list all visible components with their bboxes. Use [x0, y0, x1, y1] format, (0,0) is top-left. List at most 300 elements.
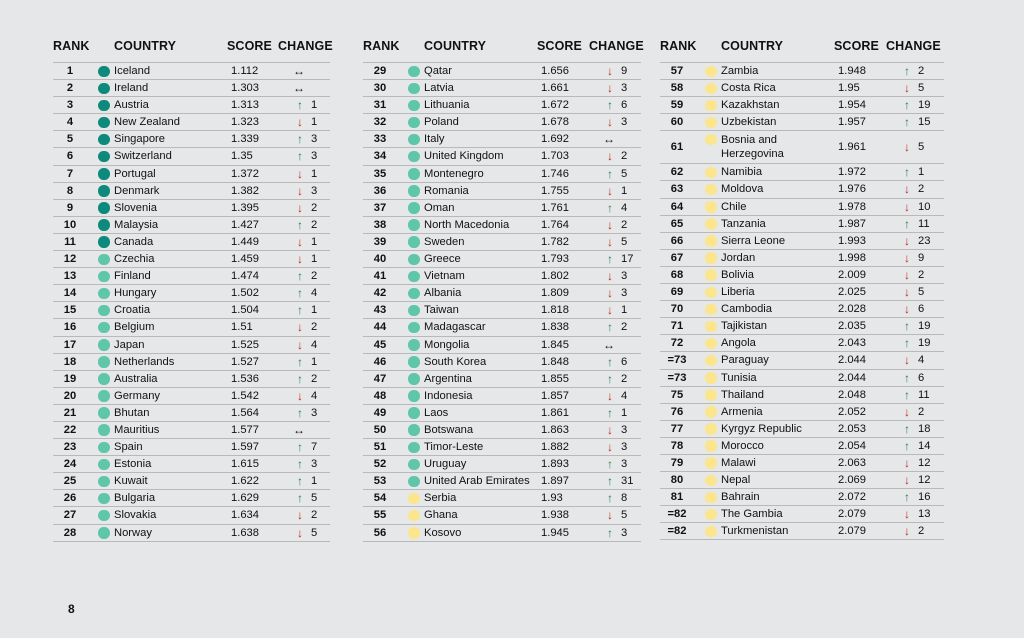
change-cell: 2	[311, 270, 318, 283]
score-cell: 1.564	[231, 406, 259, 419]
arrow-up-icon: ↑	[297, 440, 303, 455]
change-header: CHANGE	[886, 39, 941, 53]
change-cell: 17	[621, 253, 634, 266]
score-category-dot-icon	[705, 457, 717, 469]
arrow-down-icon: ↓	[297, 234, 303, 249]
rank-cell: 24	[63, 458, 77, 471]
arrow-up-icon: ↑	[607, 320, 613, 335]
score-header: SCORE	[834, 39, 879, 53]
table-row	[53, 200, 330, 217]
country-cell: Czechia	[114, 253, 155, 266]
table-row	[53, 80, 330, 97]
score-category-dot-icon	[98, 459, 110, 471]
arrow-up-icon: ↑	[904, 64, 910, 78]
score-cell: 1.577	[231, 423, 259, 436]
country-cell: Paraguay	[721, 354, 769, 367]
score-cell: 1.661	[541, 82, 569, 95]
score-category-dot-icon	[98, 339, 110, 351]
country-cell: Montenegro	[424, 167, 484, 180]
change-cell: 23	[918, 234, 931, 247]
rank-cell: 78	[670, 439, 684, 452]
rank-cell: 5	[66, 133, 74, 146]
arrow-down-icon: ↓	[607, 234, 613, 249]
score-cell: 1.954	[838, 99, 866, 112]
change-cell: 1	[311, 304, 318, 317]
change-cell: 13	[918, 508, 931, 521]
score-cell: 1.51	[231, 321, 253, 334]
country-cell: Taiwan	[424, 304, 459, 317]
change-cell: 5	[918, 286, 925, 299]
score-category-dot-icon	[408, 305, 420, 317]
table-row	[363, 80, 641, 97]
score-cell: 2.044	[838, 354, 866, 367]
rank-cell: 77	[670, 422, 684, 435]
score-category-dot-icon	[705, 167, 717, 179]
change-cell: 2	[311, 218, 318, 231]
arrow-up-icon: ↑	[607, 525, 613, 540]
score-category-dot-icon	[705, 389, 717, 401]
score-cell: 1.597	[231, 441, 259, 454]
rank-cell: 64	[670, 200, 684, 213]
score-cell: 2.035	[838, 320, 866, 333]
score-header: SCORE	[537, 39, 582, 53]
change-cell: 9	[918, 251, 925, 264]
score-category-dot-icon	[98, 493, 110, 505]
rank-cell: 66	[670, 234, 684, 247]
rank-cell: =82	[667, 525, 687, 538]
table-row	[660, 181, 944, 198]
table-row	[363, 473, 641, 490]
country-cell: Uzbekistan	[721, 116, 777, 129]
change-cell: 1	[918, 166, 925, 179]
country-cell: Sierra Leone	[721, 234, 786, 247]
table-row	[363, 371, 641, 388]
arrow-left-right-icon: ↔	[603, 337, 615, 352]
arrow-up-icon: ↑	[297, 457, 303, 472]
score-category-dot-icon	[705, 117, 717, 129]
arrow-up-icon: ↑	[904, 438, 910, 453]
arrow-up-icon: ↑	[297, 371, 303, 386]
country-cell: Angola	[721, 337, 756, 350]
change-cell: 2	[918, 525, 925, 538]
score-cell: 1.818	[541, 304, 569, 317]
arrow-up-icon: ↑	[904, 387, 910, 402]
change-cell: 2	[311, 372, 318, 385]
arrow-down-icon: ↓	[904, 524, 910, 539]
change-cell: 3	[621, 458, 628, 471]
score-category-dot-icon	[705, 218, 717, 230]
rank-cell: 48	[373, 389, 387, 402]
change-cell: 4	[311, 287, 318, 300]
arrow-up-icon: ↑	[297, 474, 303, 489]
rank-cell: 47	[373, 372, 387, 385]
score-category-dot-icon	[705, 235, 717, 247]
score-cell: 1.957	[838, 116, 866, 129]
arrow-up-icon: ↑	[607, 200, 613, 215]
score-category-dot-icon	[408, 134, 420, 146]
table-row	[53, 473, 330, 490]
score-category-dot-icon	[705, 66, 717, 78]
table-row	[53, 234, 330, 251]
country-cell: Finland	[114, 270, 151, 283]
change-cell: 6	[621, 99, 628, 112]
country-cell: Namibia	[721, 166, 763, 179]
ranking-column-2	[363, 38, 644, 542]
score-cell: 1.536	[231, 372, 259, 385]
score-category-dot-icon	[408, 271, 420, 283]
score-cell: 1.656	[541, 65, 569, 77]
change-cell: 11	[918, 388, 930, 401]
change-cell: 3	[311, 133, 318, 146]
score-cell: 2.044	[838, 371, 866, 384]
change-cell: 1	[621, 406, 628, 419]
score-cell: 1.802	[541, 270, 569, 283]
change-cell: 3	[621, 287, 628, 300]
score-category-dot-icon	[98, 271, 110, 283]
score-cell: 1.976	[838, 183, 866, 196]
table-row	[660, 284, 944, 301]
table-row	[53, 166, 330, 183]
score-category-dot-icon	[98, 236, 110, 248]
score-category-dot-icon	[408, 117, 420, 129]
score-category-dot-icon	[705, 338, 717, 350]
change-cell: 11	[918, 217, 930, 230]
score-cell: 1.703	[541, 150, 569, 163]
arrow-up-icon: ↑	[904, 336, 910, 351]
score-cell: 1.525	[231, 338, 259, 351]
score-category-dot-icon	[705, 321, 717, 333]
arrow-down-icon: ↓	[297, 166, 303, 181]
country-cell: Estonia	[114, 458, 152, 471]
score-category-dot-icon	[98, 288, 110, 300]
rank-cell: 23	[63, 441, 77, 454]
score-category-dot-icon	[408, 356, 420, 368]
score-cell: 2.072	[838, 491, 866, 504]
rank-cell: 56	[373, 526, 387, 539]
rank-cell: 7	[66, 167, 74, 180]
score-cell: 1.95	[838, 82, 860, 95]
change-cell: 1	[311, 167, 318, 180]
arrow-up-icon: ↑	[904, 216, 910, 231]
change-cell: 2	[621, 321, 628, 334]
change-cell: 5	[621, 509, 628, 522]
arrow-down-icon: ↓	[607, 508, 613, 523]
score-cell: 1.323	[231, 116, 259, 129]
score-cell: 1.882	[541, 441, 569, 454]
country-cell: Kyrgyz Republic	[721, 422, 802, 435]
rank-cell: =73	[667, 371, 687, 384]
arrow-down-icon: ↓	[904, 302, 910, 317]
arrow-left-right-icon: ↔	[293, 81, 305, 96]
score-category-dot-icon	[98, 476, 110, 488]
country-cell: Sweden	[424, 235, 465, 248]
score-category-dot-icon	[98, 407, 110, 419]
table-row	[660, 318, 944, 335]
country-cell: Bhutan	[114, 406, 150, 419]
rank-cell: 15	[63, 304, 77, 317]
table-row	[53, 285, 330, 302]
change-cell: 3	[311, 184, 318, 197]
score-category-dot-icon	[408, 373, 420, 385]
score-cell: 1.449	[231, 235, 259, 248]
table-row	[363, 439, 641, 456]
table-row	[53, 388, 330, 405]
table-row	[53, 490, 330, 507]
change-cell: 4	[311, 389, 318, 402]
arrow-down-icon: ↓	[904, 267, 910, 282]
score-cell: 1.629	[231, 492, 259, 505]
table-row	[53, 148, 330, 165]
score-category-dot-icon	[408, 424, 420, 436]
country-cell: Mongolia	[424, 338, 470, 351]
table-row	[53, 114, 330, 131]
rank-cell: 12	[63, 253, 77, 266]
arrow-down-icon: ↓	[297, 525, 303, 540]
country-cell: Serbia	[424, 492, 457, 505]
table-row	[660, 267, 944, 284]
country-cell: Denmark	[114, 184, 160, 197]
country-cell: Austria	[114, 99, 149, 112]
table-row	[660, 352, 944, 369]
country-cell: Tanzania	[721, 217, 766, 230]
score-cell: 1.845	[541, 338, 569, 351]
score-cell: 1.761	[541, 201, 569, 214]
arrow-up-icon: ↑	[607, 166, 613, 181]
score-category-dot-icon	[705, 134, 717, 146]
country-cell: Canada	[114, 235, 154, 248]
arrow-up-icon: ↑	[297, 217, 303, 232]
rank-cell: 20	[63, 389, 77, 402]
rank-cell: 67	[670, 251, 684, 264]
country-cell: Lithuania	[424, 99, 470, 112]
score-category-dot-icon	[705, 100, 717, 112]
country-cell: Moldova	[721, 183, 764, 196]
arrow-up-icon: ↑	[904, 370, 910, 385]
column-header	[363, 38, 644, 62]
rank-cell: 28	[63, 526, 77, 539]
score-cell: 2.063	[838, 456, 866, 469]
country-cell: Ireland	[114, 82, 149, 95]
score-category-dot-icon	[408, 459, 420, 471]
country-cell: Malaysia	[114, 218, 159, 231]
change-cell: 3	[311, 458, 318, 471]
arrow-down-icon: ↓	[607, 269, 613, 284]
table-row	[53, 422, 330, 439]
arrow-down-icon: ↓	[607, 64, 613, 78]
rank-cell: 51	[373, 441, 387, 454]
score-category-dot-icon	[705, 475, 717, 487]
score-cell: 2.079	[838, 525, 866, 538]
arrow-down-icon: ↓	[904, 250, 910, 265]
table-row	[53, 456, 330, 473]
country-cell: Japan	[114, 338, 145, 351]
table-row	[363, 131, 641, 148]
country-cell: Singapore	[114, 133, 166, 146]
change-cell: 3	[621, 270, 628, 283]
arrow-down-icon: ↓	[904, 233, 910, 248]
change-cell: 2	[918, 405, 925, 418]
arrow-left-right-icon: ↔	[603, 132, 615, 147]
arrow-down-icon: ↓	[904, 285, 910, 300]
table-row	[363, 183, 641, 200]
score-category-dot-icon	[408, 527, 420, 539]
country-cell: Botswana	[424, 423, 474, 436]
arrow-up-icon: ↑	[297, 269, 303, 284]
arrow-up-icon: ↑	[607, 371, 613, 386]
arrow-down-icon: ↓	[904, 473, 910, 488]
change-cell: 12	[918, 456, 931, 469]
rank-cell: 60	[670, 116, 684, 129]
rank-cell: 72	[670, 337, 684, 350]
score-cell: 1.838	[541, 321, 569, 334]
country-cell: Iceland	[114, 65, 151, 77]
score-category-dot-icon	[408, 510, 420, 522]
table-row	[363, 217, 641, 234]
country-cell: United Kingdom	[424, 150, 504, 163]
page-number: 8	[68, 602, 75, 616]
table-row	[363, 507, 641, 524]
score-category-dot-icon	[98, 510, 110, 522]
country-cell: Croatia	[114, 304, 151, 317]
score-category-dot-icon	[98, 373, 110, 385]
arrow-down-icon: ↓	[297, 508, 303, 523]
change-cell: 2	[918, 183, 925, 196]
country-cell: Netherlands	[114, 355, 175, 368]
country-cell: New Zealand	[114, 116, 180, 129]
table-row	[363, 525, 641, 542]
score-category-dot-icon	[705, 355, 717, 367]
rank-cell: =82	[667, 508, 687, 521]
score-category-dot-icon	[705, 184, 717, 196]
score-cell: 1.672	[541, 99, 569, 112]
change-cell: 5	[311, 526, 318, 539]
table-row	[53, 183, 330, 200]
ranking-column-1	[53, 38, 333, 542]
table-row	[660, 233, 944, 250]
change-cell: 2	[918, 268, 925, 281]
rank-cell: =73	[667, 354, 687, 367]
score-category-dot-icon	[408, 288, 420, 300]
country-cell: North Macedonia	[424, 218, 510, 231]
score-cell: 1.339	[231, 133, 259, 146]
country-cell: Bulgaria	[114, 492, 156, 505]
arrow-down-icon: ↓	[297, 320, 303, 335]
country-cell: Australia	[114, 372, 158, 385]
table-row	[53, 525, 330, 542]
score-cell: 2.053	[838, 422, 866, 435]
arrow-up-icon: ↑	[297, 405, 303, 420]
score-category-dot-icon	[705, 423, 717, 435]
rank-cell: 44	[373, 321, 387, 334]
rank-cell: 13	[63, 270, 77, 283]
country-cell: Romania	[424, 184, 469, 197]
score-cell: 1.855	[541, 372, 569, 385]
rank-cell: 49	[373, 406, 387, 419]
table-row	[53, 439, 330, 456]
table-row	[363, 285, 641, 302]
change-cell: 1	[311, 355, 318, 368]
rank-cell: 61	[670, 141, 684, 154]
rank-cell: 34	[373, 150, 387, 163]
change-cell: 3	[311, 150, 318, 163]
change-cell: 3	[621, 441, 628, 454]
country-header: COUNTRY	[424, 39, 487, 53]
country-cell: Oman	[424, 201, 455, 214]
table-row	[363, 388, 641, 405]
rank-cell: 30	[373, 82, 387, 95]
score-cell: 2.043	[838, 337, 866, 350]
score-category-dot-icon	[705, 526, 717, 538]
score-cell: 2.069	[838, 474, 866, 487]
arrow-up-icon: ↑	[297, 354, 303, 369]
rank-cell: 22	[63, 423, 77, 436]
arrow-down-icon: ↓	[297, 388, 303, 403]
arrow-up-icon: ↑	[607, 457, 613, 472]
country-cell: Thailand	[721, 388, 764, 401]
country-cell: Indonesia	[424, 389, 473, 402]
change-cell: 3	[621, 116, 628, 129]
rank-cell: 54	[373, 492, 387, 505]
change-cell: 1	[621, 184, 628, 197]
rank-cell: 68	[670, 268, 684, 281]
score-cell: 1.764	[541, 218, 569, 231]
score-category-dot-icon	[705, 269, 717, 281]
table-row	[363, 268, 641, 285]
rank-cell: 37	[373, 201, 387, 214]
change-cell: 5	[918, 82, 925, 95]
table-row	[363, 200, 641, 217]
change-cell: 6	[621, 355, 628, 368]
table-row	[660, 250, 944, 267]
table-row	[363, 422, 641, 439]
change-cell: 7	[311, 441, 318, 454]
table-row	[363, 97, 641, 114]
rank-cell: 63	[670, 183, 684, 196]
country-cell: Germany	[114, 389, 161, 402]
score-cell: 1.938	[541, 509, 569, 522]
change-cell: 5	[311, 492, 318, 505]
score-cell: 1.972	[838, 166, 866, 179]
score-cell: 1.961	[838, 141, 866, 154]
change-cell: 5	[918, 141, 925, 154]
country-cell: Madagascar	[424, 321, 486, 334]
arrow-down-icon: ↓	[904, 404, 910, 419]
country-cell: Jordan	[721, 251, 756, 264]
change-cell: 2	[311, 509, 318, 522]
arrow-down-icon: ↓	[904, 199, 910, 214]
change-cell: 2	[918, 65, 925, 77]
table-row	[53, 63, 330, 80]
rank-cell: 79	[670, 456, 684, 469]
country-cell: Bosnia and Herzegovina	[721, 134, 784, 161]
table-row	[660, 199, 944, 216]
score-category-dot-icon	[408, 476, 420, 488]
rank-cell: 31	[373, 99, 387, 112]
table-row	[363, 114, 641, 131]
country-cell: Cambodia	[721, 303, 772, 316]
rank-cell: 50	[373, 423, 387, 436]
score-cell: 2.052	[838, 405, 866, 418]
rank-cell: 42	[373, 287, 387, 300]
change-cell: 1	[621, 304, 628, 317]
change-cell: 1	[311, 116, 318, 129]
rank-cell: 21	[63, 406, 77, 419]
score-category-dot-icon	[408, 236, 420, 248]
country-cell: Chile	[721, 200, 747, 213]
score-category-dot-icon	[408, 219, 420, 231]
table-row	[363, 148, 641, 165]
country-cell: Timor-Leste	[424, 441, 484, 454]
